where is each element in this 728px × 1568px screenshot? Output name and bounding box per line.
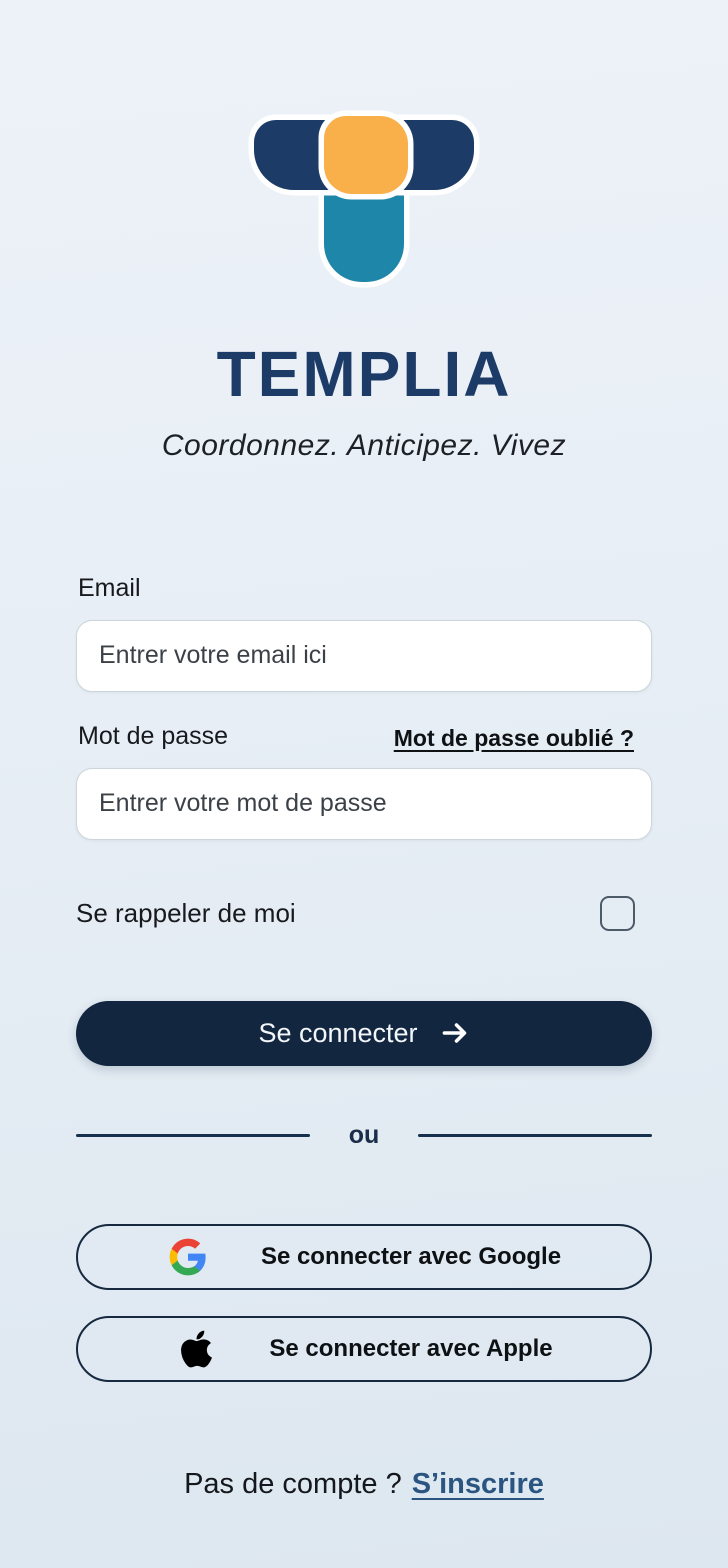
- arrow-right-icon: [440, 1018, 470, 1048]
- login-form: [76, 572, 652, 1501]
- app-tagline: Coordonnez. Anticipez. Vivez: [161, 428, 567, 462]
- forgot-password-link[interactable]: Mot de passe oublié ?: [393, 724, 634, 751]
- logo-square-shape: [324, 116, 408, 194]
- divider-line-left: [76, 1134, 310, 1137]
- google-login-label: Se connecter avec Google: [260, 1242, 562, 1270]
- apple-login-label: Se connecter avec Apple: [269, 1334, 553, 1362]
- password-input[interactable]: [76, 768, 652, 840]
- or-divider: [76, 1121, 652, 1150]
- apple-login-button[interactable]: [76, 1316, 652, 1382]
- login-button[interactable]: [76, 1001, 652, 1066]
- password-label-row: [76, 720, 652, 752]
- signup-link[interactable]: S’inscrire: [411, 1467, 544, 1500]
- apple-icon: [175, 1328, 217, 1370]
- remember-me-row: [76, 896, 652, 931]
- remember-me-checkbox[interactable]: [600, 896, 635, 931]
- app-title: TEMPLIA: [216, 338, 512, 410]
- remember-me-label: Se rappeler de moi: [76, 897, 296, 928]
- divider-label: ou: [348, 1121, 380, 1150]
- login-button-label: Se connecter: [258, 1017, 418, 1048]
- google-icon: [167, 1236, 209, 1278]
- no-account-text: Pas de compte ?: [184, 1467, 402, 1500]
- email-label: Email: [78, 573, 141, 602]
- templia-logo-icon: [246, 106, 482, 290]
- google-login-button[interactable]: [76, 1224, 652, 1290]
- password-label: Mot de passe: [78, 721, 229, 750]
- divider-line-right: [418, 1134, 652, 1137]
- signup-footer: [76, 1468, 652, 1501]
- email-input[interactable]: [76, 620, 652, 692]
